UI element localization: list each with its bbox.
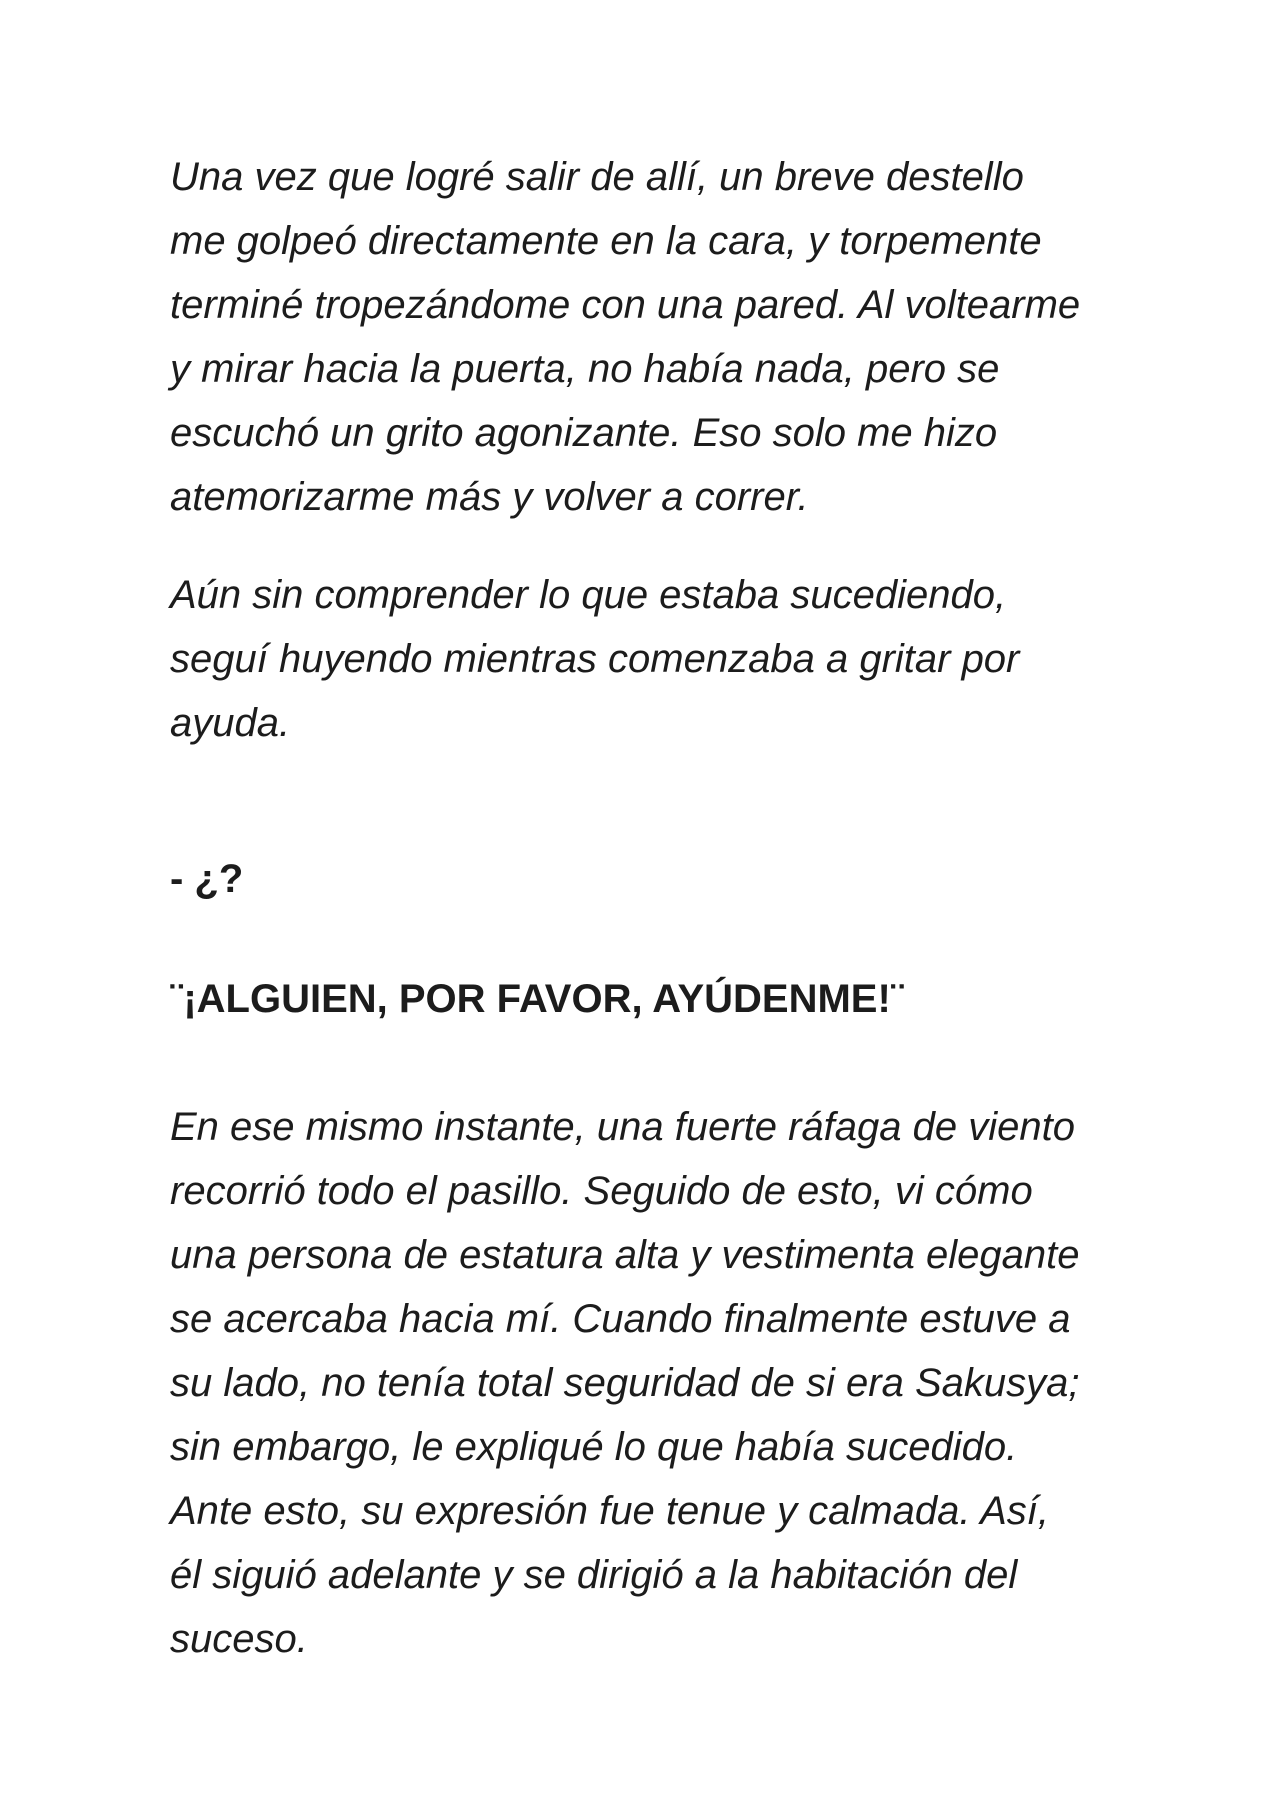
paragraph-escape: Una vez que logré salir de allí, un breve destello me golpeó directamente en la cara, y torpemente terminé tropezándome con una pared. Al voltearme y mirar hacia la puerta, no había nada, pero se escuchó un grito agonizante. Eso solo me hizo atemorizarme más y volver a correr. xyxy=(170,155,1081,519)
dialogue-shout: ¨¡ALGUIEN, POR FAVOR, AYÚDENME!¨ xyxy=(170,977,905,1021)
paragraph-wind: En ese mismo instante, una fuerte ráfaga de viento recorrió todo el pasillo. Seguido de esto, vi cómo una persona de estatura alta y vestimenta elegante se acercaba hacia mí. Cuando finalmente estuve a su lado, no tenía total seguridad de si era Sakusya; sin embargo, le expliqué lo que había sucedido. Ante esto, su expresión fue tenue y calmada. Así, él siguió adelante y se dirigió a la habitación del suceso. xyxy=(170,1105,1080,1661)
text-body xyxy=(170,145,1150,1671)
paragraph-fleeing: Aún sin comprender lo que estaba sucediendo, seguí huyendo mientras comenzaba a gritar por ayuda. xyxy=(170,573,1020,745)
dialogue-question: - ¿? xyxy=(170,857,244,901)
